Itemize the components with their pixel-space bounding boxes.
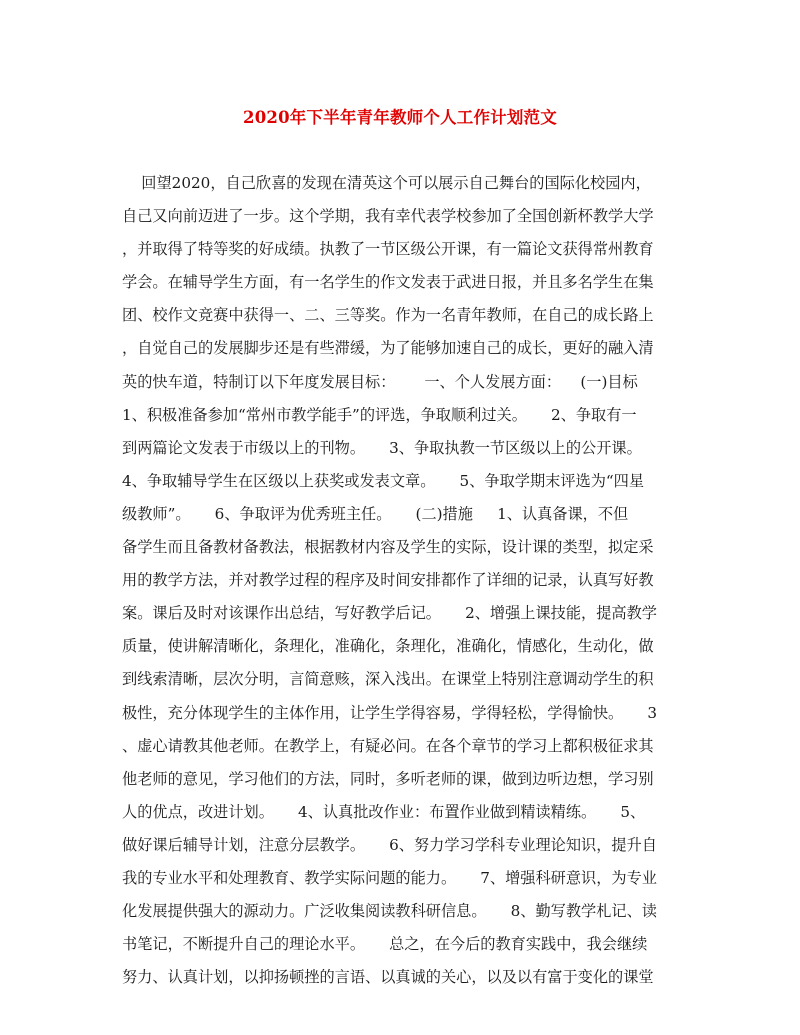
body-line: 级教师”。 6、争取评为优秀班主任。 (二)措施 1、认真备课，不但 [122,504,629,523]
body-line: 、虚心请教其他老师。在教学上，有疑必问。在各个章节的学习上都积极征求其 [122,736,654,755]
body-line: 1、积极准备参加“常州市教学能手”的评选，争取顺利过关。 2、争取有一 [122,405,637,424]
body-line: 努力、认真计划，以抑扬顿挫的言语、以真诚的关心，以及以有富于变化的课堂 [122,968,654,987]
body-line: 学会。在辅导学生方面，有一名学生的作文发表于武进日报，并且多名学生在集 [122,273,654,292]
body-line: 回望2020，自己欣喜的发现在清英这个可以展示自己舞台的国际化校园内， [122,174,651,192]
document-body [122,167,682,994]
body-line: 备学生而且备教材备教法，根据教材内容及学生的实际，设计课的类型，拟定采 [122,538,654,557]
body-line: 做好课后辅导计划，注意分层教学。 6、努力学习学科专业理论知识，提升自 [122,835,657,854]
body-line: 案。课后及时对该课作出总结，写好教学后记。 2、增强上课技能，提高教学 [122,604,657,623]
body-line: 他老师的意见，学习他们的方法，同时，多听老师的课，做到边听边想，学习别 [122,769,654,788]
document-title: 2020年下半年青年教师个人工作计划范文 [243,108,557,127]
body-line: 质量，使讲解清晰化，条理化，准确化，条理化，准确化，情感化，生动化，做 [122,637,654,656]
body-line: 极性，充分体现学生的主体作用，让学生学得容易，学得轻松，学得愉快。 3 [122,703,657,722]
body-line: 人的优点，改进计划。 4、认真批改作业：布置作业做到精读精练。 5、 [122,802,646,821]
body-line: ，自觉自己的发展脚步还是有些滞缓，为了能够加速自己的成长，更好的融入清 [122,339,654,358]
body-line: ，并取得了特等奖的好成绩。执教了一节区级公开课，有一篇论文获得常州教育 [122,240,654,259]
body-line: 我的专业水平和处理教育、教学实际问题的能力。 7、增强科研意识，为专业 [122,868,657,887]
body-line: 书笔记，不断提升自己的理论水平。 总之，在今后的教育实践中，我会继续 [122,935,648,954]
body-line: 到两篇论文发表于市级以上的刊物。 3、争取执教一节区级以上的公开课。 [122,438,642,457]
body-line: 团、校作文竞赛中获得一、二、三等奖。作为一名青年教师，在自己的成长路上 [122,306,654,325]
body-line: 化发展提供强大的源动力。广泛收集阅读教科研信息。 8、勤写教学札记、读 [122,902,657,921]
body-line: 英的快车道，特制订以下年度发展目标： 一、个人发展方面： (一)目标 [122,372,638,391]
body-line: 自己又向前迈进了一步。这个学期，我有幸代表学校参加了全国创新杯教学大学 [122,207,654,226]
body-line: 到线索清晰，层次分明，言简意赅，深入浅出。在课堂上特别注意调动学生的积 [122,670,654,689]
body-line: 4、争取辅导学生在区级以上获奖或发表文章。 5、争取学期末评选为“四星 [122,471,645,490]
body-line: 用的教学方法，并对教学过程的程序及时间安排都作了详细的记录，认真写好教 [122,571,654,590]
